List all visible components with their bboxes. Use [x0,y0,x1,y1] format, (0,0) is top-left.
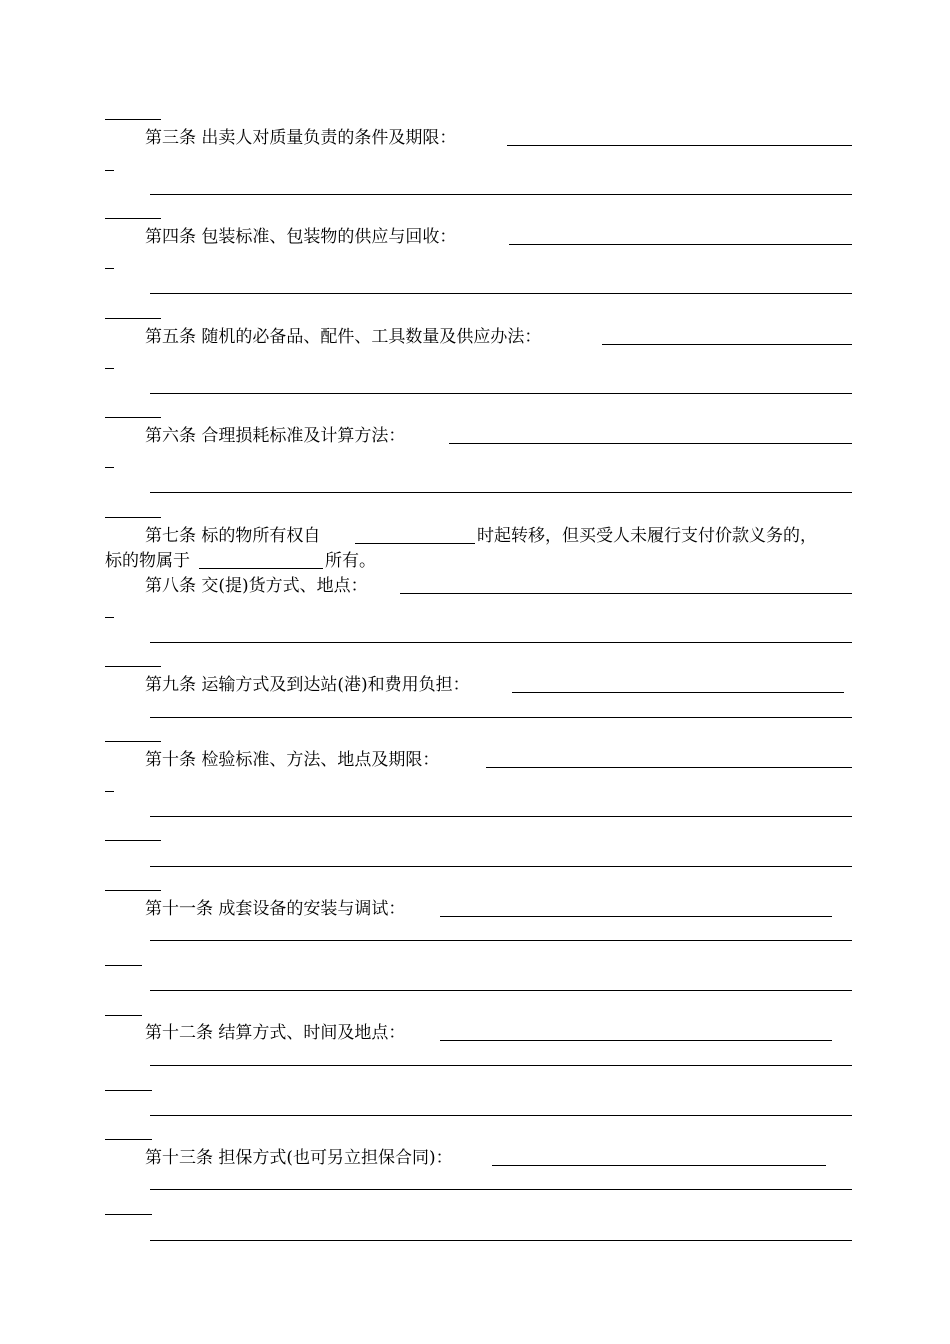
article-6-blank[interactable] [449,443,852,444]
article-5-blank[interactable] [602,344,852,345]
article-3-text: 第三条 出卖人对质量负责的条件及期限： [145,128,457,148]
article-10-text: 第十条 检验标准、方法、地点及期限： [145,750,440,770]
blank-line[interactable] [105,170,114,171]
blank-line[interactable] [105,791,114,792]
article-3-blank[interactable] [507,145,852,146]
blank-line[interactable] [150,1115,852,1116]
article-12-blank[interactable] [440,1040,832,1041]
blank-line[interactable] [150,717,852,718]
article-6-text: 第六条 合理损耗标准及计算方法： [145,426,406,446]
blank-line[interactable] [105,467,114,468]
blank-line[interactable] [105,119,161,120]
blank-line[interactable] [150,642,852,643]
article-4-text: 第四条 包装标准、包装物的供应与回收： [145,227,457,247]
article-4-blank[interactable] [509,244,852,245]
blank-line[interactable] [105,666,161,667]
blank-line[interactable] [150,1065,852,1066]
blank-line[interactable] [150,990,852,991]
blank-line[interactable] [105,1214,152,1215]
article-7-blank-time[interactable] [355,543,475,544]
blank-line[interactable] [105,1139,152,1140]
blank-line[interactable] [105,368,114,369]
article-5-text: 第五条 随机的必备品、配件、工具数量及供应办法： [145,327,542,347]
article-7-text-line2: 标的物属于 [105,551,190,571]
blank-line[interactable] [105,1015,142,1016]
blank-line[interactable] [105,840,161,841]
article-7-blank-owner[interactable] [199,568,323,569]
article-13-text: 第十三条 担保方式(也可另立担保合同)： [145,1148,453,1168]
article-12-text: 第十二条 结算方式、时间及地点： [145,1023,406,1043]
article-9-text: 第九条 运输方式及到达站(港)和费用负担： [145,675,470,695]
blank-line[interactable] [150,194,852,195]
article-9-blank[interactable] [512,692,844,693]
blank-line[interactable] [150,816,852,817]
blank-line[interactable] [150,866,852,867]
article-11-blank[interactable] [440,916,832,917]
blank-line[interactable] [150,492,852,493]
blank-line[interactable] [105,741,161,742]
article-13-blank[interactable] [492,1165,826,1166]
blank-line[interactable] [105,1090,152,1091]
article-7-text-cont: 时起转移，但买受人未履行支付价款义务的， [477,526,817,546]
blank-line[interactable] [105,318,161,319]
article-8-blank[interactable] [400,593,852,594]
blank-line[interactable] [105,517,161,518]
blank-line[interactable] [150,1189,852,1190]
blank-line[interactable] [105,268,114,269]
blank-line[interactable] [150,1240,852,1241]
blank-line[interactable] [150,293,852,294]
article-7-text: 第七条 标的物所有权自 [145,526,321,546]
article-10-blank[interactable] [486,767,852,768]
blank-line[interactable] [105,965,142,966]
blank-line[interactable] [105,218,161,219]
article-7-text-end: 所有。 [325,551,376,571]
blank-line[interactable] [105,890,161,891]
blank-line[interactable] [150,393,852,394]
article-11-text: 第十一条 成套设备的安装与调试： [145,899,406,919]
blank-line[interactable] [105,617,114,618]
article-8-text: 第八条 交(提)货方式、地点： [145,576,368,596]
blank-line[interactable] [150,940,852,941]
blank-line[interactable] [105,417,161,418]
